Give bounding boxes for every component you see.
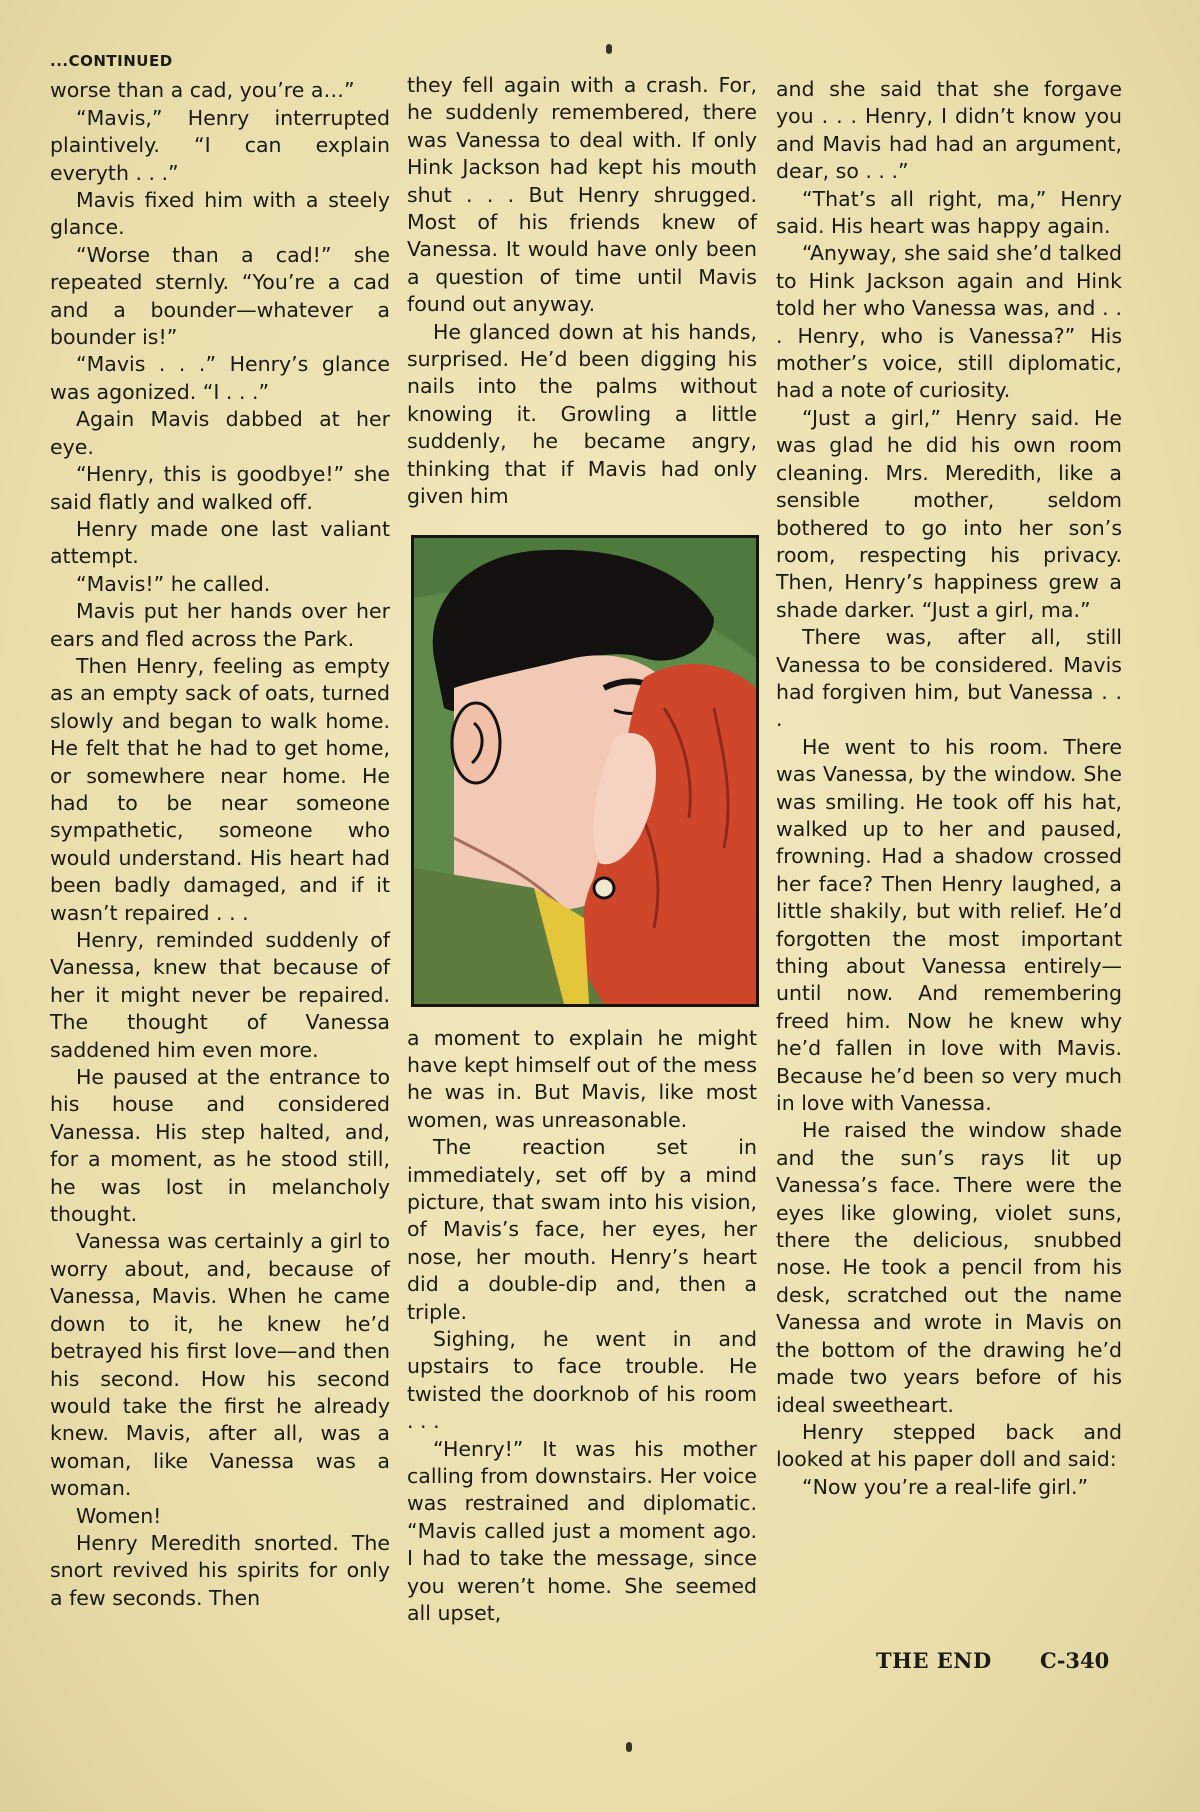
text-column-3 xyxy=(776,76,1122,1501)
paragraph: Henry stepped back and looked at his paper doll and said: xyxy=(776,1419,1122,1472)
paragraph: a moment to explain he might have kept himself out of the mess he was in. But Mavis, like most women, was unreasonable. xyxy=(407,1025,757,1132)
paragraph: “Worse than a cad!” she repeated sternly. “You’re a cad and a bounder—whatever a bounder is!” xyxy=(50,242,390,350)
paragraph: “Now you’re a real-life girl.” xyxy=(802,1474,1089,1499)
paragraph: Sighing, he went in and upstairs to face trouble. He twisted the doorknob of his room . . . xyxy=(407,1326,757,1434)
paragraph: “Mavis!” he called. xyxy=(76,571,271,596)
paragraph: they fell again with a crash. For, he suddenly remembered, there was Vanessa to deal with. If only Hink Jackson had kept his mouth shut . . . But Henry shrugged. Most of his friends knew of Vanessa. It would have only been a question of time until Mavis found out anyway. xyxy=(407,73,757,317)
paragraph: Henry Meredith snorted. The snort revived his spirits for only a few seconds. Then xyxy=(50,1530,390,1610)
paragraph: Henry made one last valiant attempt. xyxy=(50,516,390,569)
text-column-1 xyxy=(50,48,390,1612)
text-column-2 xyxy=(407,72,757,1627)
paragraph: “That’s all right, ma,” Henry said. His heart was happy again. xyxy=(776,186,1122,239)
paragraph: and she said that she forgave you . . . Henry, I didn’t know you and Mavis had had an argument, dear, so . . .” xyxy=(776,77,1122,184)
paragraph: “Henry, this is goodbye!” she said flatly and walked off. xyxy=(50,462,390,514)
paragraph: The reaction set in immediately, set off by a mind picture, that swam into his vision, of Mavis’s face, her eyes, her nose, her mouth. Henry’s heart did a double-dip and, then a triple. xyxy=(407,1135,757,1324)
paragraph: “Henry!” It was his mother calling from downstairs. Her voice was restrained and diplomatic. “Mavis called just a moment ago. I had to take the message, since you weren’t home. She seemed all upset, xyxy=(407,1436,757,1626)
paragraph: “Mavis . . .” Henry’s glance was agonized. “I . . .” xyxy=(50,352,390,404)
paragraph: Vanessa was certainly a girl to worry about, and, because of Vanessa, Mavis. When he came down to it, he knew he’d betrayed his first love—and then his second. How his second would take the first he already knew. Mavis, after all, was a woman, like Vanessa was a woman. xyxy=(50,1229,390,1501)
paragraph: Then Henry, feeling as empty as an empty sack of oats, turned slowly and began to walk home. He felt that he had to get home, or somewhere near home. He had to be near someone sympathetic, someone who would understand. His heart had been badly damaged, and if it wasn’t repaired . . . xyxy=(50,653,390,925)
paragraph: Henry, reminded suddenly of Vanessa, knew that because of her it might never be repaired. The thought of Vanessa saddened him even more. xyxy=(50,928,390,1062)
paragraph: He went to his room. There was Vanessa, by the window. She was smiling. He took off his hat, walked up to her and paused, frowning. Had a shadow crossed her face? Then Henry laughed, a little shakily, but with relief. He’d forgotten the most important thing about Vanessa entirely—until now. And remembering freed him. Now he knew why he’d fallen in love with Mavis. Because he’d been so very much in love with Vanessa. xyxy=(776,734,1122,1116)
paragraph: Again Mavis dabbed at her eye. xyxy=(50,407,390,459)
paragraph: “Anyway, she said she’d talked to Hink Jackson again and Hink told her who Vanessa was, and . . . Henry, who is Vanessa?” His mother’s voice, still diplomatic, had a note of curiosity. xyxy=(776,241,1122,403)
paragraph: “Mavis,” Henry interrupted plaintively. “I can explain everyth . . .” xyxy=(50,105,390,185)
paragraph: worse than a cad, you’re a…” xyxy=(50,78,355,103)
story-code: C-340 xyxy=(1040,1648,1110,1673)
paragraph: There was, after all, still Vanessa to be considered. Mavis had forgiven him, but Vanessa . . . xyxy=(776,625,1122,732)
continued-label: ...CONTINUED xyxy=(50,52,173,70)
paragraph: He glanced down at his hands, surprised. He’d been digging his nails into the palms without knowing it. Growling a little suddenly, he became angry, thinking that if Mavis had only given him xyxy=(407,319,757,509)
staple-hole xyxy=(606,44,612,54)
paragraph: Mavis put her hands over her ears and fled across the Park. xyxy=(50,599,390,651)
paragraph: Women! xyxy=(76,1503,162,1528)
paragraph: He raised the window shade and the sun’s rays lit up Vanessa’s face. There were the eyes like glowing, violet suns, there the delicious, snubbed nose. He took a pencil from his desk, scratched out the name Vanessa and wrote in Mavis on the bottom of the drawing he’d made two years before of his ideal sweetheart. xyxy=(776,1118,1122,1417)
kiss-illustration xyxy=(414,538,756,1004)
the-end-label: THE END xyxy=(876,1648,992,1673)
paragraph: He paused at the entrance to his house and considered Vanessa. His step halted, and, for a moment, as he stood still, he was lost in melancholy thought. xyxy=(50,1065,390,1227)
staple-hole xyxy=(626,1742,632,1752)
kiss-illustration-panel xyxy=(411,535,759,1007)
paragraph: “Just a girl,” Henry said. He was glad he did his own room cleaning. Mrs. Meredith, like a sensible mother, seldom bothered to go into her son’s room, respecting his privacy. Then, Henry’s happiness grew a shade darker. “Just a girl, ma.” xyxy=(776,405,1122,622)
paragraph: Mavis fixed him with a steely glance. xyxy=(50,188,390,240)
